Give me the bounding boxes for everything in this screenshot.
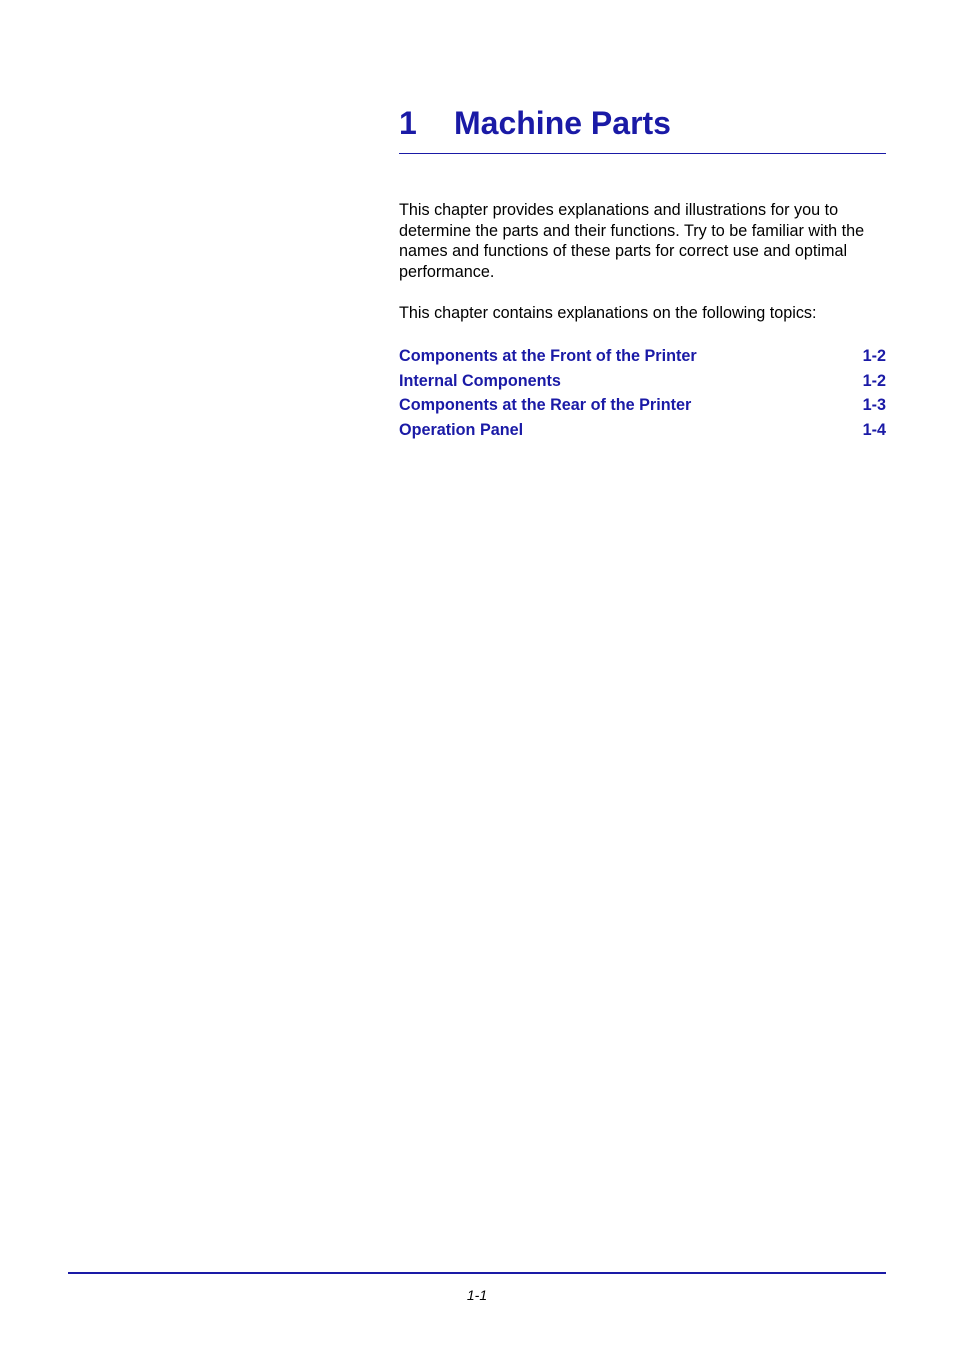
toc-entry-title[interactable]: Operation Panel xyxy=(399,421,524,440)
toc-entry-title[interactable]: Internal Components xyxy=(399,371,561,390)
toc-entry-title[interactable]: Components at the Rear of the Printer xyxy=(399,396,692,415)
chapter-heading xyxy=(399,100,886,154)
toc-entry-operation-panel[interactable] xyxy=(399,418,886,443)
topics-lead: This chapter contains explanations on the following topics: xyxy=(399,304,817,322)
toc-entry-page[interactable]: 1-2 xyxy=(862,347,886,365)
chapter-title-text: Machine Parts xyxy=(454,105,671,141)
page-number: 1-1 xyxy=(466,1287,488,1303)
table-of-contents xyxy=(399,344,886,443)
toc-entry-rear-components[interactable] xyxy=(399,393,886,418)
intro-paragraph: This chapter provides explanations and illustrations for you to determine the parts and their functions. Try to be familiar with the names and functions of these parts for correct use and optimal performance. xyxy=(399,201,865,282)
chapter-number: 1 xyxy=(399,105,417,141)
toc-entry-front-components[interactable] xyxy=(399,344,886,369)
toc-entry-page[interactable]: 1-4 xyxy=(862,421,886,440)
toc-entry-page[interactable]: 1-3 xyxy=(862,396,886,415)
footer-divider xyxy=(68,1272,886,1274)
toc-entry-page[interactable]: 1-2 xyxy=(862,371,886,390)
toc-entry-title[interactable]: Components at the Front of the Printer xyxy=(399,347,697,365)
toc-entry-internal-components[interactable] xyxy=(399,369,886,394)
chapter-title xyxy=(399,103,671,143)
